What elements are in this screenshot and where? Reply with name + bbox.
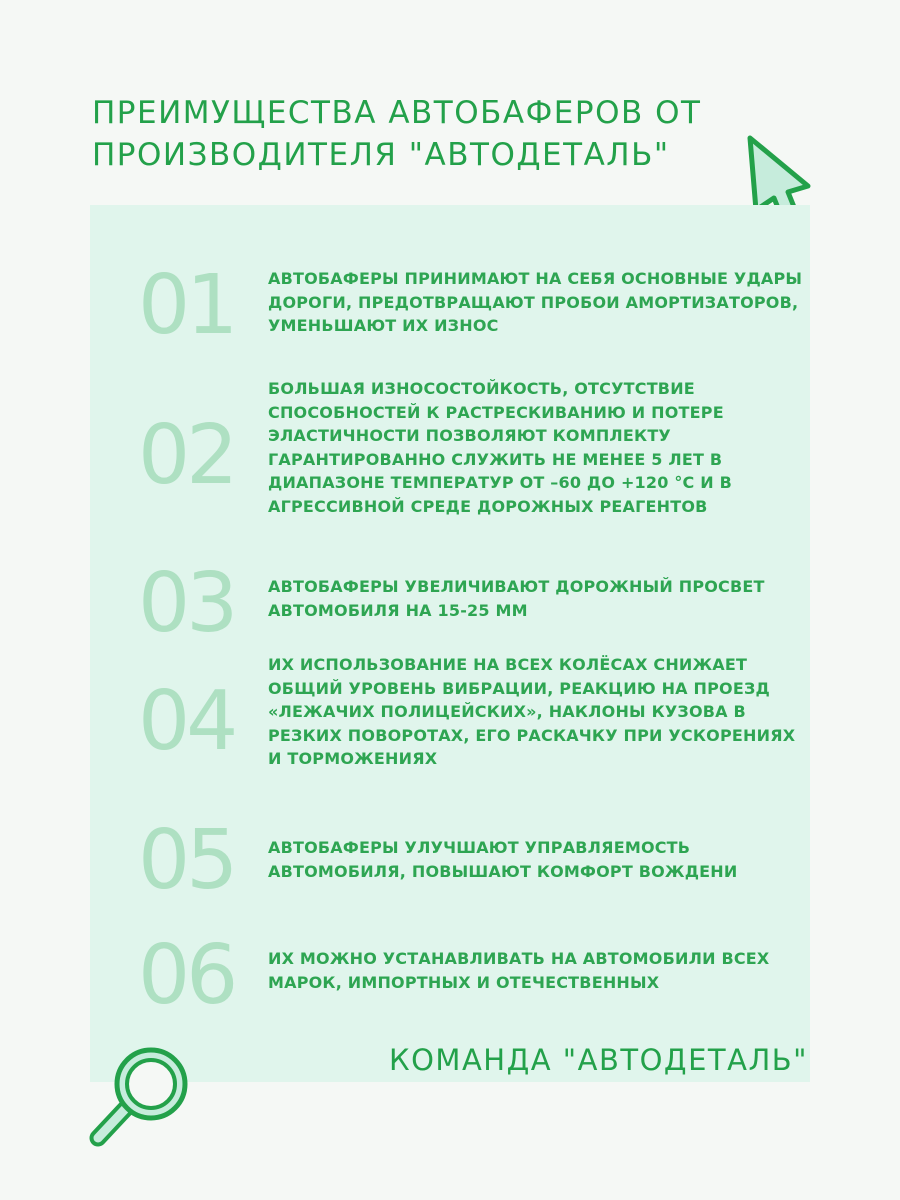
item-number: 04 [138,674,235,769]
page-title [92,92,752,176]
item-text: ИХ ИСПОЛЬЗОВАНИЕ НА ВСЕХ КОЛЁСАХ СНИЖАЕТ ОБЩИЙ УРОВЕНЬ ВИБРАЦИИ, РЕАКЦИЮ НА ПРОЕЗД «ЛЕЖАЧИХ ПОЛИЦЕЙСКИХ», НАКЛОНЫ КУЗОВА В РЕЗКИХ ПОВОРОТАХ, ЕГО РАСКАЧКУ ПРИ УСКОРЕНИЯХ И ТОРМОЖЕНИЯХ [268,655,796,768]
item-text: ИХ МОЖНО УСТАНАВЛИВАТЬ НА АВТОМОБИЛИ ВСЕХ МАРОК, ИМПОРТНЫХ И ОТЕЧЕСТВЕННЫХ [268,949,770,992]
title-line-1: ПРЕИМУЩЕСТВА АВТОБАФЕРОВ ОТ [92,95,702,131]
item-number: 02 [138,408,235,503]
item-text: АВТОБАФЕРЫ УВЕЛИЧИВАЮТ ДОРОЖНЫЙ ПРОСВЕТ АВТОМОБИЛЯ НА 15-25 ММ [268,577,765,620]
item-number: 06 [138,928,235,1023]
item-text: АВТОБАФЕРЫ УЛУЧШАЮТ УПРАВЛЯЕМОСТЬ АВТОМОБИЛЯ, ПОВЫШАЮТ КОМФОРТ ВОЖДЕНИ [268,838,738,881]
magnifier-icon [86,1040,196,1150]
item-text: АВТОБАФЕРЫ ПРИНИМАЮТ НА СЕБЯ ОСНОВНЫЕ УДАРЫ ДОРОГИ, ПРЕДОТВРАЩАЮТ ПРОБОИ АМОРТИЗАТОРОВ, УМЕНЬШАЮТ ИХ ИЗНОС [268,269,803,335]
item-number: 05 [138,813,235,908]
team-signature: КОМАНДА "АВТОДЕТАЛЬ" [389,1043,808,1077]
item-number: 01 [138,258,235,353]
item-number: 03 [138,556,235,651]
item-text: БОЛЬШАЯ ИЗНОСОСТОЙКОСТЬ, ОТСУТСТВИЕ СПОСОБНОСТЕЙ К РАСТРЕСКИВАНИЮ И ПОТЕРЕ ЭЛАСТИЧНОСТИ ПОЗВОЛЯЮТ КОМПЛЕКТУ ГАРАНТИРОВАННО СЛУЖИТЬ НЕ МЕНЕЕ 5 ЛЕТ В ДИАПАЗОНЕ ТЕМПЕРАТУР ОТ –60 ДО +120 °С И В АГРЕССИВНОЙ СРЕДЕ ДОРОЖНЫХ РЕАГЕНТОВ [268,379,732,516]
benefits-panel [90,205,810,1082]
title-line-2: ПРОИЗВОДИТЕЛЯ "АВТОДЕТАЛЬ" [92,137,670,173]
